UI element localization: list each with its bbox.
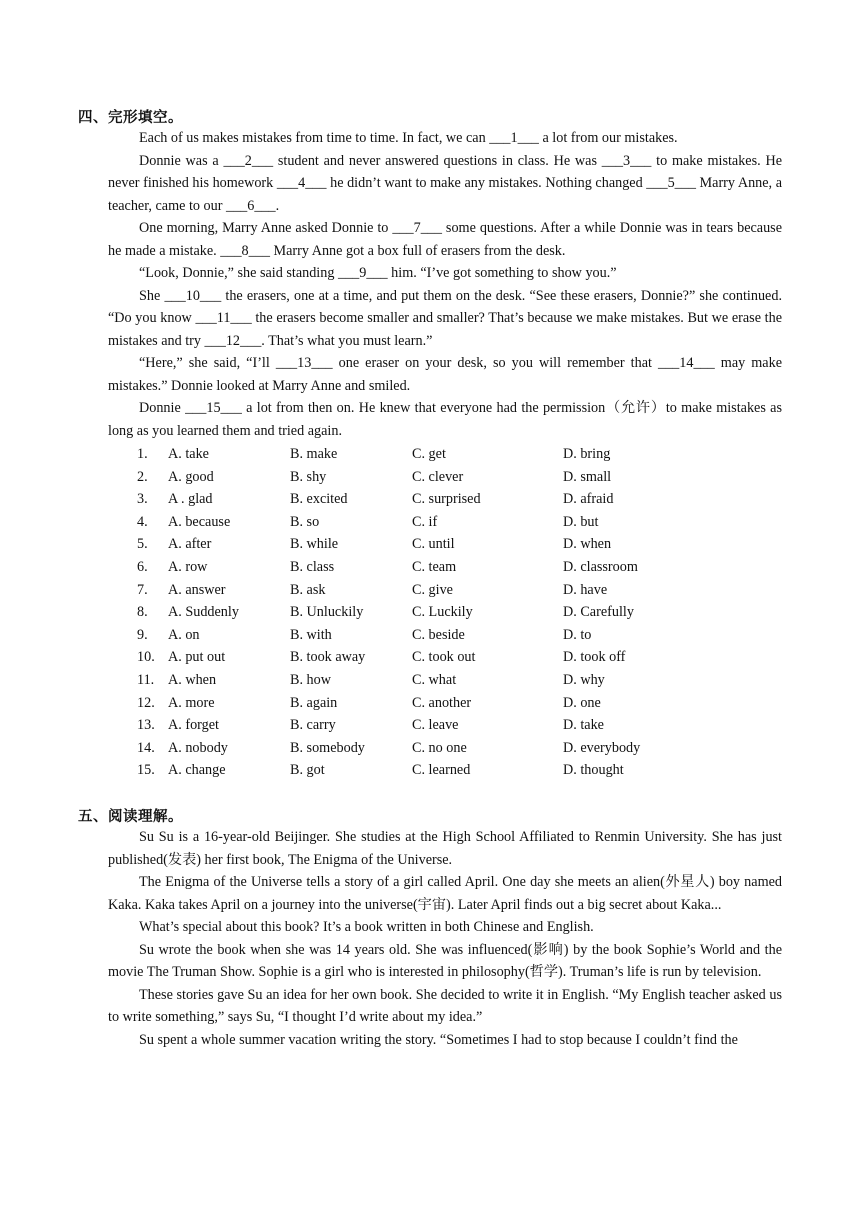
paragraph: She ___10___ the erasers, one at a time, and put them on the desk. “See these erasers, Donnie?” she continued. “Do you know ___11___ the erasers become smaller and smaller? That’s because we make mistakes. But we erase the mistakes and try ___12___. That’s what you must learn.” xyxy=(108,287,782,349)
option-d: D. classroom xyxy=(563,558,638,575)
question-number: 2. xyxy=(137,468,148,485)
option-c: C. team xyxy=(412,558,457,575)
option-row xyxy=(137,759,697,782)
option-a: A. put out xyxy=(168,649,226,666)
option-c: C. clever xyxy=(412,468,464,485)
option-b: B. excited xyxy=(290,491,348,508)
option-d: D. but xyxy=(563,513,599,530)
option-row xyxy=(137,511,697,534)
option-row xyxy=(137,737,697,760)
option-b: B. while xyxy=(290,536,339,553)
option-a: A. nobody xyxy=(168,739,228,756)
option-row xyxy=(137,443,697,466)
paragraph: Su wrote the book when she was 14 years old. She was influenced(影响) by the book Sophie’s World and the movie The Truman Show. Sophie is a girl who is interested in philosophy(哲学). Truman’s life is run by television. xyxy=(108,941,782,980)
paragraph: “Look, Donnie,” she said standing ___9___ him. “I’ve got something to show you.” xyxy=(139,265,617,281)
cloze-passage xyxy=(108,127,782,442)
option-c: C. give xyxy=(412,581,453,598)
question-number: 4. xyxy=(137,513,148,530)
paragraph: The Enigma of the Universe tells a story of a girl called April. One day she meets an alien(外星人) boy named Kaka. Kaka takes April on a journey into the universe(宇宙). Later April finds out a big secret about Kaka... xyxy=(108,874,782,913)
question-number: 9. xyxy=(137,626,148,643)
paragraph: Donnie was a ___2___ student and never answered questions in class. He was ___3___ to make mistakes. He never finished his homework ___4___ he didn’t want to make any mistakes. Nothing changed ___5___ Marry Anne, a teacher, came to our ___6___. xyxy=(108,152,782,214)
option-d: D. small xyxy=(563,468,612,485)
option-d: D. why xyxy=(563,671,605,688)
option-c: C. if xyxy=(412,513,438,530)
option-row xyxy=(137,714,697,737)
option-b: B. carry xyxy=(290,717,336,734)
option-row xyxy=(137,692,697,715)
question-number: 7. xyxy=(137,581,148,598)
option-c: C. get xyxy=(412,446,446,462)
option-row xyxy=(137,556,697,579)
section-title-reading: 五、阅读理解。 xyxy=(78,809,183,825)
reading-passage xyxy=(108,826,782,1051)
option-a: A. because xyxy=(168,513,231,530)
option-a: A. good xyxy=(168,468,214,485)
option-b: B. how xyxy=(290,671,331,688)
option-c: C. what xyxy=(412,671,457,688)
option-b: B. ask xyxy=(290,581,326,598)
question-number: 12. xyxy=(137,694,155,711)
option-d: D. Carefully xyxy=(563,604,634,621)
option-a: A. change xyxy=(168,762,226,779)
question-number: 8. xyxy=(137,604,148,621)
option-a: A. after xyxy=(168,536,212,553)
option-c: C. leave xyxy=(412,717,459,734)
cloze-options xyxy=(137,443,697,782)
question-number: 5. xyxy=(137,536,148,553)
option-row xyxy=(137,579,697,602)
option-a: A. on xyxy=(168,626,200,643)
option-c: C. learned xyxy=(412,762,471,779)
option-a: A. when xyxy=(168,671,217,688)
paragraph: Su Su is a 16-year-old Beijinger. She studies at the High School Affiliated to Renmin University. She has just published(发表) her first book, The Enigma of the Universe. xyxy=(108,829,782,868)
section-title-cloze: 四、完形填空。 xyxy=(78,110,183,126)
option-d: D. took off xyxy=(563,649,626,666)
option-row xyxy=(137,488,697,511)
option-b: B. got xyxy=(290,762,325,779)
option-d: D. everybody xyxy=(563,739,641,756)
option-c: C. no one xyxy=(412,739,467,756)
question-number: 14. xyxy=(137,739,155,756)
paragraph: Each of us makes mistakes from time to time. In fact, we can ___1___ a lot from our mistakes. xyxy=(139,130,678,146)
option-b: B. with xyxy=(290,626,332,643)
option-c: C. Luckily xyxy=(412,604,473,621)
option-row xyxy=(137,669,697,692)
question-number: 11. xyxy=(137,671,155,688)
option-c: C. beside xyxy=(412,626,465,643)
option-d: D. afraid xyxy=(563,491,614,508)
question-number: 13. xyxy=(137,717,155,734)
option-c: C. surprised xyxy=(412,491,481,508)
option-d: D. thought xyxy=(563,762,624,779)
option-b: B. shy xyxy=(290,468,327,485)
option-d: D. one xyxy=(563,694,601,711)
question-number: 15. xyxy=(137,762,155,779)
option-d: D. to xyxy=(563,626,592,643)
option-a: A. answer xyxy=(168,581,226,598)
question-number: 6. xyxy=(137,558,148,575)
option-b: B. took away xyxy=(290,649,366,666)
option-a: A. row xyxy=(168,558,208,575)
paragraph: One morning, Marry Anne asked Donnie to ___7___ some questions. After a while Donnie was in tears because he made a mistake. ___8___ Marry Anne got a box full of erasers from the desk. xyxy=(108,220,782,259)
option-c: C. until xyxy=(412,536,455,553)
option-d: D. when xyxy=(563,536,612,553)
option-c: C. another xyxy=(412,694,472,711)
option-row xyxy=(137,646,697,669)
paragraph: “Here,” she said, “I’ll ___13___ one eraser on your desk, so you will remember that ___14___ may make mistakes.” Donnie looked at Marry Anne and smiled. xyxy=(108,355,782,394)
option-a: A. take xyxy=(168,446,209,462)
option-b: B. again xyxy=(290,694,338,711)
option-d: D. bring xyxy=(563,446,611,462)
question-number: 1. xyxy=(137,446,148,462)
option-d: D. have xyxy=(563,581,608,598)
option-row xyxy=(137,601,697,624)
option-row xyxy=(137,624,697,647)
option-a: A. Suddenly xyxy=(168,604,239,621)
option-row xyxy=(137,533,697,556)
paragraph: Donnie ___15___ a lot from then on. He knew that everyone had the permission（允许）to make mistakes as long as you learned them and tried again. xyxy=(108,400,782,439)
option-a: A. more xyxy=(168,694,215,711)
option-b: B. somebody xyxy=(290,739,365,756)
question-number: 10. xyxy=(137,649,155,666)
question-number: 3. xyxy=(137,491,148,508)
option-b: B. Unluckily xyxy=(290,604,364,621)
option-b: B. make xyxy=(290,446,338,462)
option-a: A. forget xyxy=(168,717,219,734)
option-a: A . glad xyxy=(168,491,213,508)
option-row xyxy=(137,466,697,489)
option-b: B. so xyxy=(290,513,320,530)
option-d: D. take xyxy=(563,717,604,734)
paragraph: Su spent a whole summer vacation writing the story. “Sometimes I had to stop because I couldn’t find the xyxy=(139,1031,738,1048)
paragraph: What’s special about this book? It’s a book written in both Chinese and English. xyxy=(139,919,594,935)
option-c: C. took out xyxy=(412,649,476,666)
paragraph: These stories gave Su an idea for her own book. She decided to write it in English. “My English teacher asked us to write something,” says Su, “I thought I’d write about my idea.” xyxy=(108,986,782,1025)
option-b: B. class xyxy=(290,558,335,575)
